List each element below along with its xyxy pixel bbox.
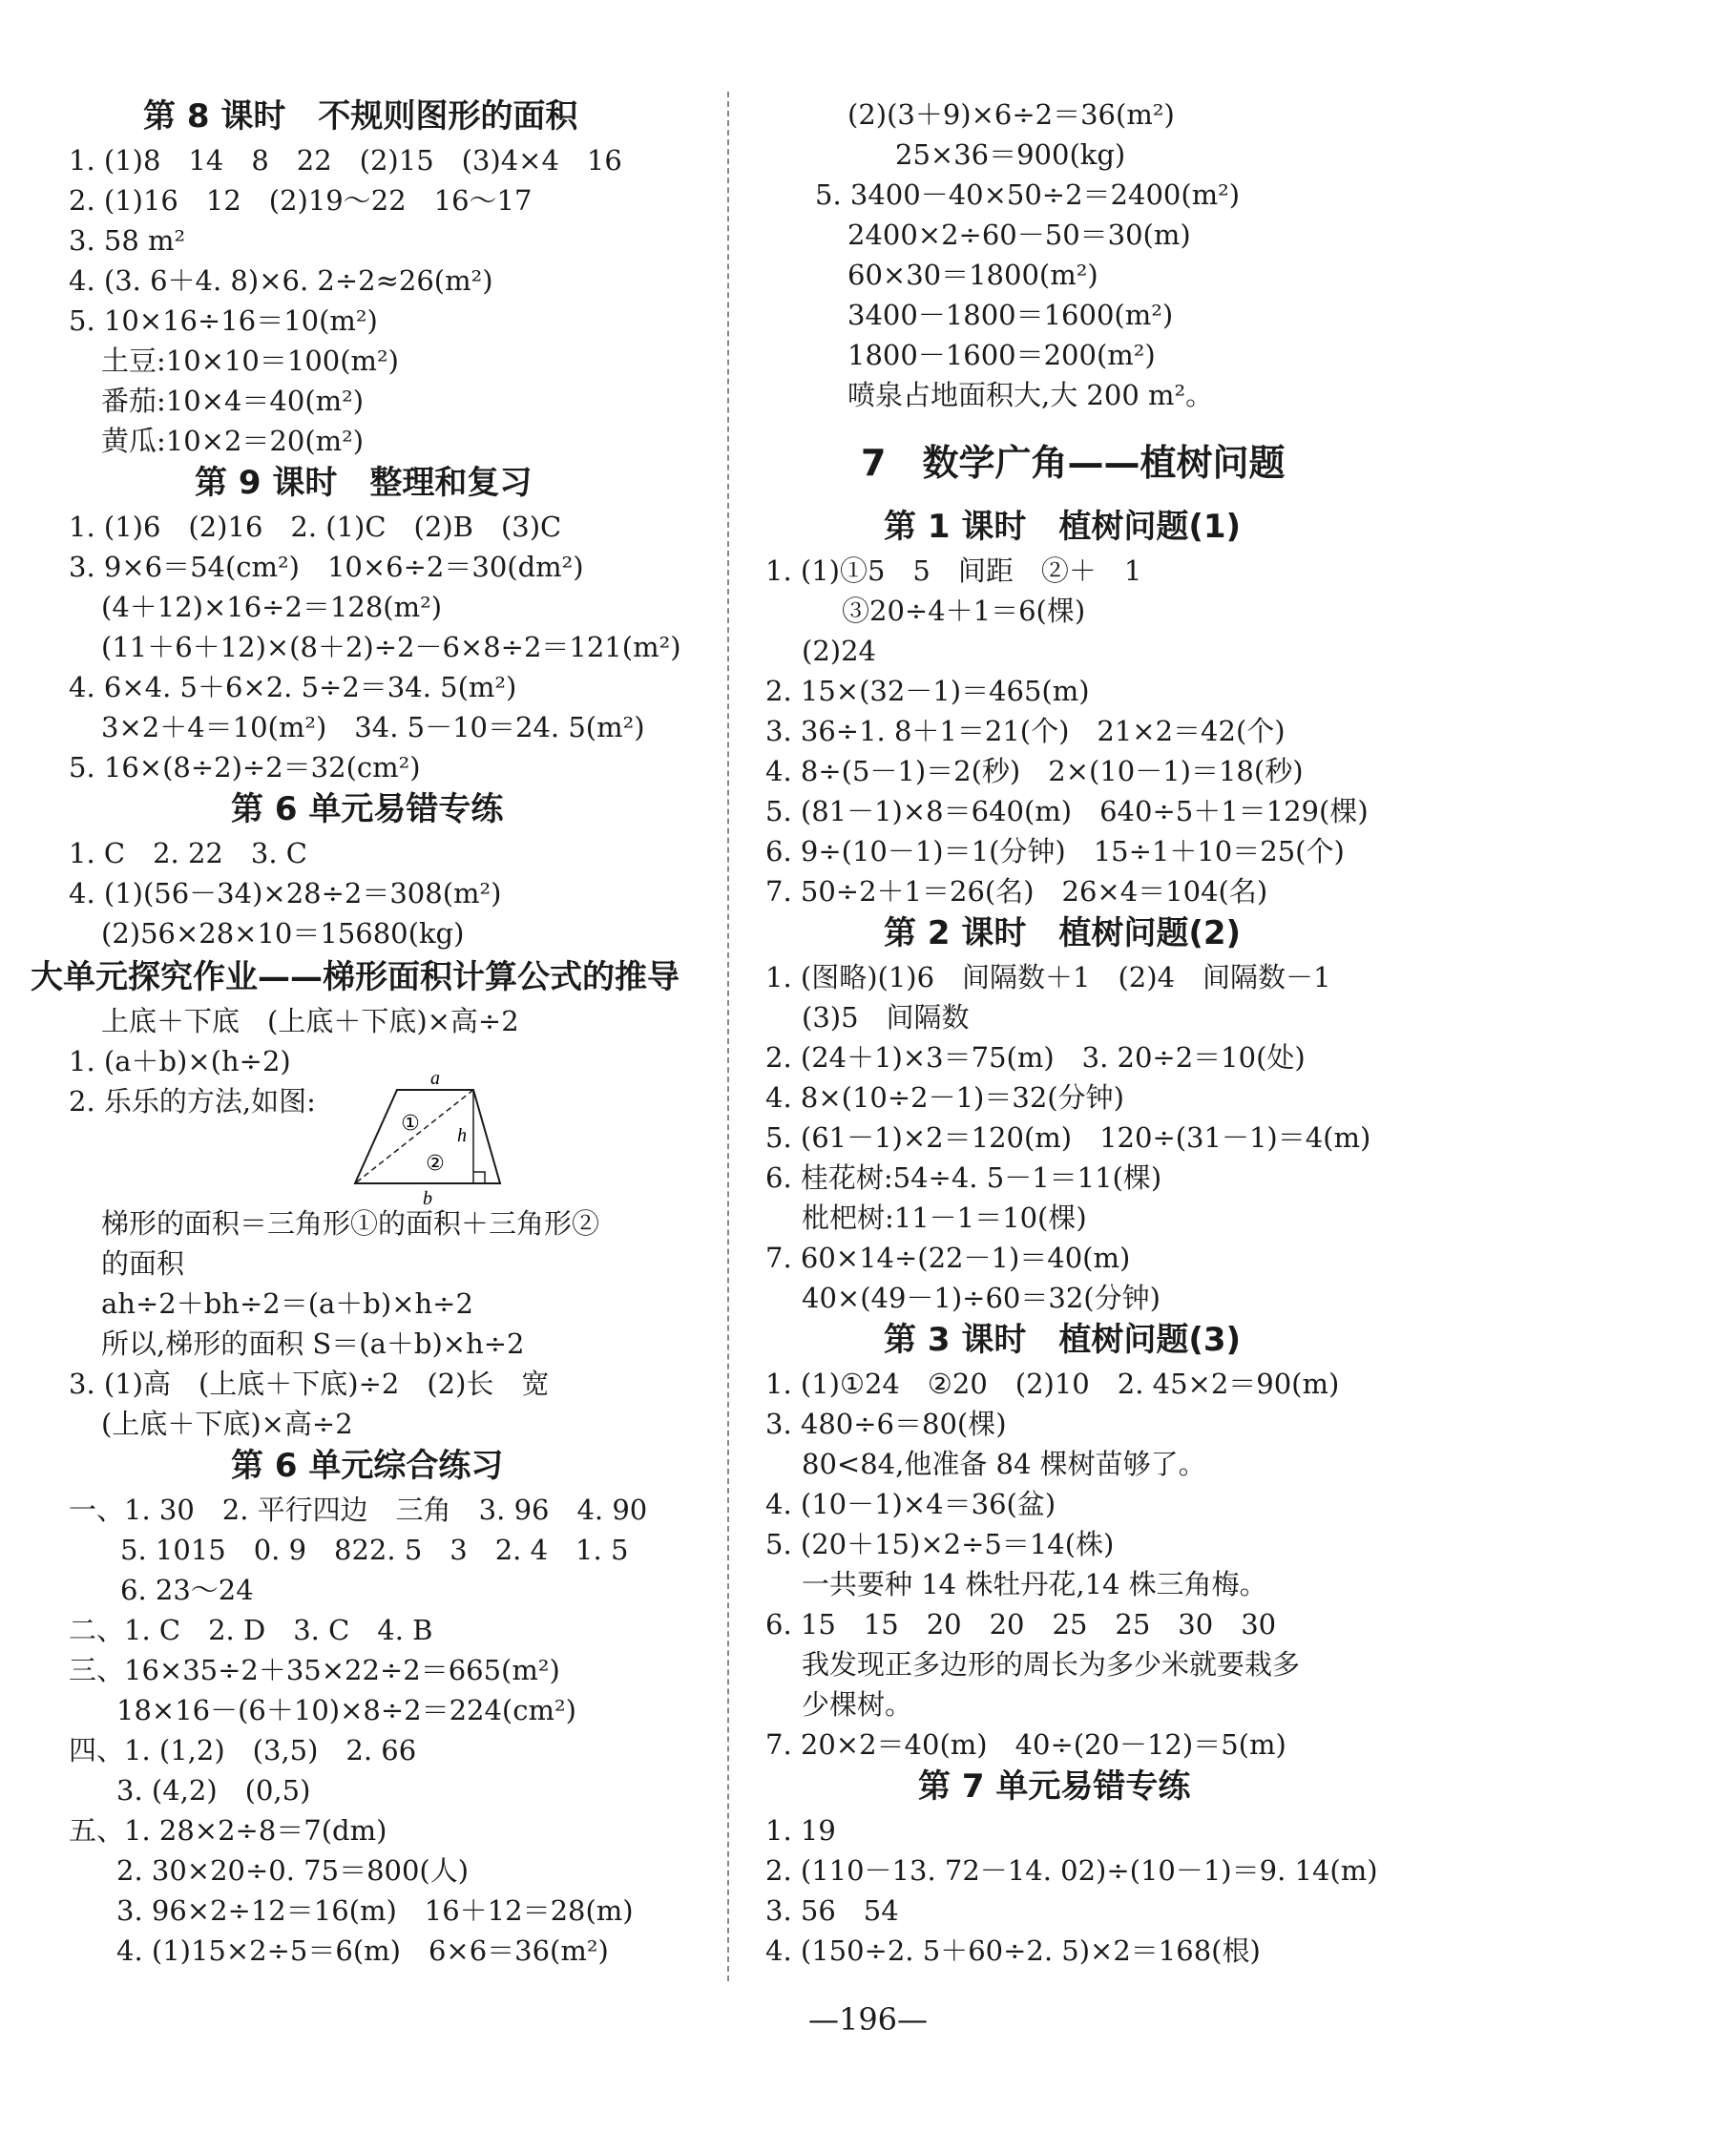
answer-line: 1. (图略)(1)6 间隔数＋1 (2)4 间隔数－1 [765, 961, 1331, 993]
section-heading: 第 9 课时 整理和复习 [195, 464, 533, 502]
answer-line: 黄瓜:10×2＝20(m²) [101, 425, 365, 457]
right-angle-mark [473, 1172, 485, 1183]
answer-line: 喷泉占地面积大,大 200 m²。 [847, 379, 1214, 411]
answer-line: 五、1. 28×2÷8＝7(dm) [69, 1814, 387, 1847]
answer-line: (上底＋下底)×高÷2 [101, 1408, 353, 1440]
answer-line: 枇杷树:11－1＝10(棵) [802, 1202, 1087, 1234]
answer-line: 4. (10－1)×4＝36(盆) [765, 1488, 1056, 1520]
answer-line: 1. (1)8 14 8 22 (2)15 (3)4×4 16 [69, 144, 622, 177]
answer-line: 3. 56 54 [765, 1894, 899, 1927]
answer-line: 2. (1)16 12 (2)19～22 16～17 [69, 184, 533, 217]
answer-line: (11＋6＋12)×(8＋2)÷2－6×8÷2＝121(m²) [101, 631, 681, 663]
answer-line: 4. (150÷2. 5＋60÷2. 5)×2＝168(根) [765, 1934, 1261, 1967]
trapezoid-diagonal [355, 1090, 473, 1183]
answer-line: 3×2＋4＝10(m²) 34. 5－10＝24. 5(m²) [101, 711, 645, 743]
answer-line: 1. 19 [765, 1814, 836, 1847]
answer-line: (3)5 间隔数 [802, 1001, 970, 1034]
answer-line: 4. 6×4. 5＋6×2. 5÷2＝34. 5(m²) [69, 671, 517, 703]
answer-line: 2400×2÷60－50＝30(m) [847, 219, 1191, 251]
answer-line: 4. (1)(56－34)×28÷2＝308(m²) [69, 877, 502, 909]
answer-line: 1. (1)①5 5 间距 ②＋ 1 [765, 554, 1142, 587]
answer-line: 三、16×35÷2＋35×22÷2＝665(m²) [69, 1654, 560, 1686]
section-heading: 第 6 单元易错专练 [231, 790, 504, 828]
section-heading: 第 8 课时 不规则图形的面积 [143, 97, 578, 136]
answer-line: (2)24 [802, 635, 876, 667]
answer-line: 5. 16×(8÷2)÷2＝32(cm²) [69, 751, 421, 784]
answer-line: 6. 15 15 20 20 25 25 30 30 [765, 1608, 1277, 1641]
answer-line: 5. (81－1)×8＝640(m) 640÷5＋1＝129(棵) [765, 795, 1369, 827]
answer-line: 2. (24＋1)×3＝75(m) 3. 20÷2＝10(处) [765, 1041, 1306, 1074]
answer-line: 2. 30×20÷0. 75＝800(人) [116, 1854, 470, 1887]
answer-line: 少棵树。 [802, 1688, 913, 1721]
answer-line: 土豆:10×10＝100(m²) [101, 345, 399, 377]
answer-line: ③20÷4＋1＝6(棵) [842, 595, 1086, 627]
answer-line: 25×36＝900(kg) [895, 138, 1126, 171]
answer-line: 1800－1600＝200(m²) [847, 339, 1156, 371]
section-heading: 大单元探究作业——梯形面积计算公式的推导 [31, 958, 680, 996]
answer-line: 7. 60×14÷(22－1)＝40(m) [765, 1242, 1131, 1274]
answer-line: 7. 50÷2＋1＝26(名) 26×4＝104(名) [765, 875, 1268, 908]
answer-line: 一、1. 30 2. 平行四边 三角 3. 96 4. 90 [69, 1494, 648, 1526]
label-triangle-2: ② [426, 1152, 445, 1176]
answer-line: 6. 23～24 [120, 1574, 254, 1606]
answer-line: 4. (3. 6＋4. 8)×6. 2÷2≈26(m²) [69, 264, 493, 297]
answer-line: 二、1. C 2. D 3. C 4. B [69, 1614, 433, 1646]
answer-line: 1. (1)①24 ②20 (2)10 2. 45×2＝90(m) [765, 1368, 1340, 1400]
answer-line: 2. 乐乐的方法,如图: [69, 1085, 316, 1118]
answer-line: ah÷2＋bh÷2＝(a＋b)×h÷2 [101, 1287, 473, 1320]
answer-line: 5. 3400－40×50÷2＝2400(m²) [815, 178, 1241, 211]
answer-line: 3. 9×6＝54(cm²) 10×6÷2＝30(dm²) [69, 551, 584, 583]
answer-line: 四、1. (1,2) (3,5) 2. 66 [69, 1734, 417, 1766]
answer-line: 80<84,他准备 84 棵树苗够了。 [802, 1448, 1206, 1480]
section-heading: 第 2 课时 植树问题(2) [884, 914, 1242, 952]
answer-line: 番茄:10×4＝40(m²) [101, 385, 365, 417]
column-divider [727, 92, 729, 1981]
answer-line: 3. 480÷6＝80(棵) [765, 1408, 1007, 1440]
section-heading: 第 6 单元综合练习 [231, 1447, 504, 1485]
answer-line: (2)(3＋9)×6÷2＝36(m²) [847, 98, 1175, 131]
answer-line: 3. 58 m² [69, 224, 186, 257]
answer-line: 所以,梯形的面积 S＝(a＋b)×h÷2 [101, 1327, 525, 1360]
answer-line: 一共要种 14 株牡丹花,14 株三角梅。 [802, 1568, 1267, 1600]
label-b: b [423, 1188, 432, 1206]
answer-line: 40×(49－1)÷60＝32(分钟) [802, 1282, 1161, 1314]
answer-line: 60×30＝1800(m²) [847, 259, 1098, 291]
answer-line: 的面积 [101, 1247, 185, 1280]
answer-line: 我发现正多边形的周长为多少米就要栽多 [802, 1648, 1301, 1681]
answer-line: 3. (4,2) (0,5) [116, 1774, 311, 1807]
label-a: a [430, 1071, 440, 1089]
answer-line: 3. 36÷1. 8＋1＝21(个) 21×2＝42(个) [765, 715, 1286, 747]
label-triangle-1: ① [401, 1112, 420, 1136]
answer-line: 5. (20＋15)×2÷5＝14(株) [765, 1528, 1115, 1560]
answer-line: 1. (a＋b)×(h÷2) [69, 1045, 291, 1077]
answer-line: (4＋12)×16÷2＝128(m²) [101, 591, 443, 623]
answer-line: 4. 8×(10÷2－1)＝32(分钟) [765, 1081, 1124, 1114]
answer-line: 上底＋下底 (上底＋下底)×高÷2 [101, 1005, 519, 1037]
label-h: h [457, 1125, 467, 1146]
section-heading: 第 1 课时 植树问题(1) [884, 508, 1242, 546]
answer-line: 1. (1)6 (2)16 2. (1)C (2)B (3)C [69, 511, 562, 543]
answer-line: 2. 15×(32－1)＝465(m) [765, 675, 1090, 707]
page-number: —196— [807, 2001, 929, 2038]
answer-line: 梯形的面积＝三角形①的面积＋三角形② [101, 1207, 600, 1240]
answer-line: 6. 9÷(10－1)＝1(分钟) 15÷1＋10＝25(个) [765, 835, 1345, 867]
answer-line: 2. (110－13. 72－14. 02)÷(10－1)＝9. 14(m) [765, 1854, 1378, 1887]
answer-line: 3400－1800＝1600(m²) [847, 299, 1174, 331]
answer-line: 5. 10×16÷16＝10(m²) [69, 304, 378, 337]
unit-title: 7 数学广角——植树问题 [861, 442, 1286, 484]
answer-line: 3. 96×2÷12＝16(m) 16＋12＝28(m) [116, 1894, 634, 1927]
section-heading: 第 7 单元易错专练 [918, 1767, 1191, 1806]
answer-line: (2)56×28×10＝15680(kg) [101, 917, 465, 950]
answer-line: 7. 20×2＝40(m) 40÷(20－12)＝5(m) [765, 1728, 1286, 1761]
section-heading: 第 3 课时 植树问题(3) [884, 1321, 1242, 1359]
answer-line: 5. 1015 0. 9 822. 5 3 2. 4 1. 5 [120, 1534, 629, 1566]
trapezoid-figure [347, 1071, 515, 1206]
answer-line: 18×16－(6＋10)×8÷2＝224(cm²) [116, 1694, 576, 1726]
answer-line: 4. 8÷(5－1)＝2(秒) 2×(10－1)＝18(秒) [765, 755, 1304, 787]
answer-line: 3. (1)高 (上底＋下底)÷2 (2)长 宽 [69, 1368, 550, 1400]
answer-line: 6. 桂花树:54÷4. 5－1＝11(棵) [765, 1161, 1162, 1194]
answer-line: 4. (1)15×2÷5＝6(m) 6×6＝36(m²) [116, 1934, 609, 1967]
answer-line: 5. (61－1)×2＝120(m) 120÷(31－1)＝4(m) [765, 1121, 1371, 1154]
answer-line: 1. C 2. 22 3. C [69, 837, 307, 869]
